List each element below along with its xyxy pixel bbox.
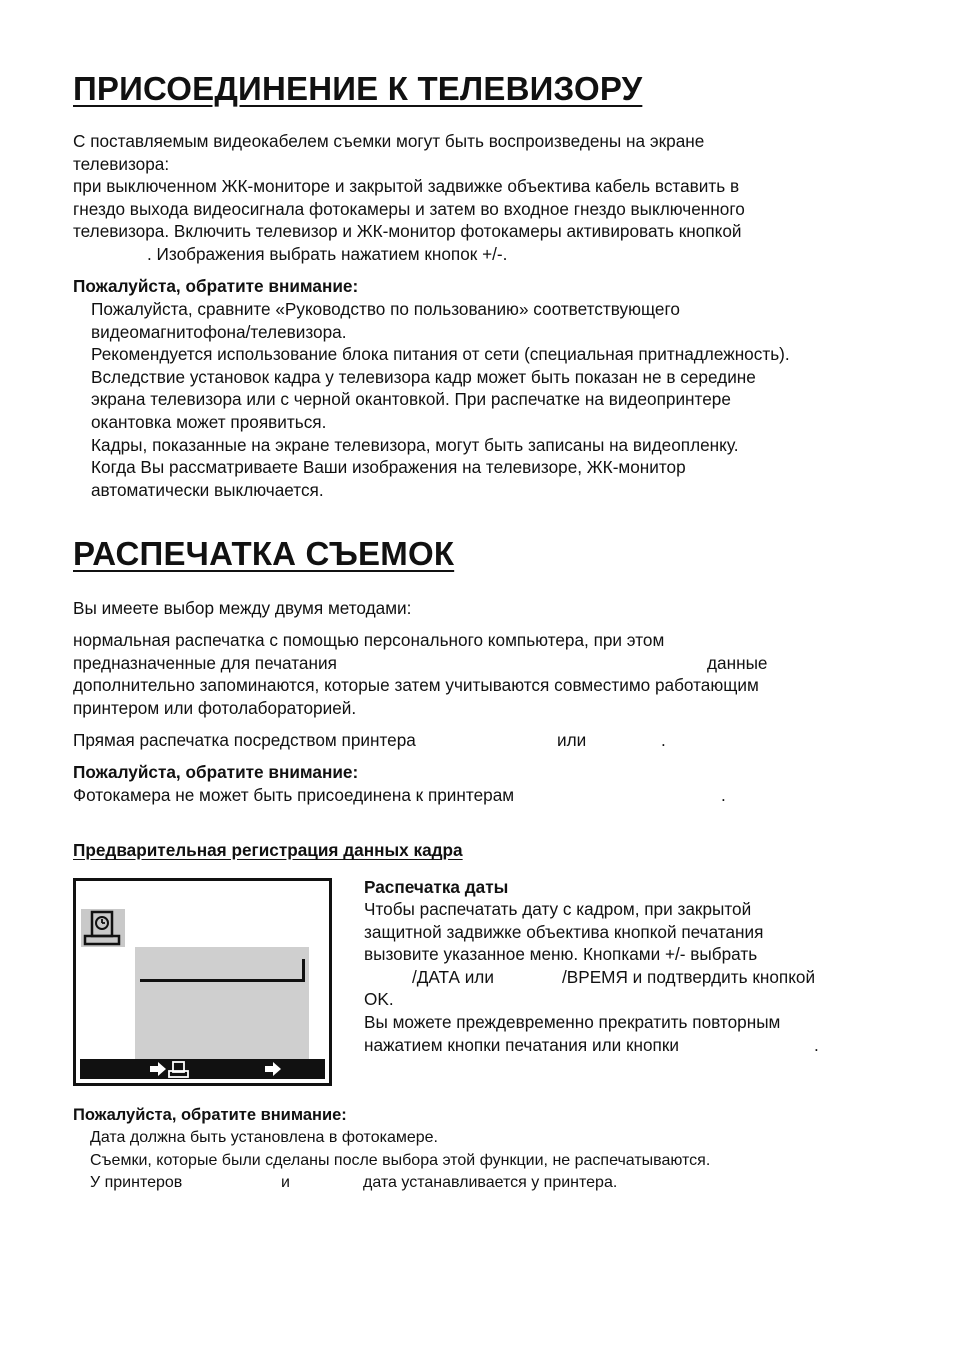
text-line: Вследствие установок кадра у телевизора кадр может быть показан не в середине: [91, 366, 756, 387]
text-line: [364, 966, 924, 989]
text-fragment: .: [721, 785, 726, 805]
note-title: Пожалуйста, обратите внимание:: [73, 1106, 347, 1124]
text-fragment: Фотокамера не может быть присоединена к принтерам: [73, 785, 515, 805]
text-line: Чтобы распечатать дату с кадром, при закрытой: [364, 899, 752, 919]
text-fragment: У принтеров: [90, 1174, 183, 1191]
text-fragment: или: [557, 730, 587, 750]
lcd-menu-illustration: [73, 878, 332, 1086]
text-fragment: нажатием кнопки печатания или кнопки: [364, 1034, 679, 1055]
text-line: Съемки, которые были сделаны после выбора этой функции, не распечатываются.: [90, 1151, 711, 1169]
text-fragment: .: [661, 730, 666, 750]
text-line: OK.: [364, 989, 394, 1010]
text-line: Когда Вы рассматриваете Ваши изображения на телевизоре, ЖК-монитор: [91, 457, 686, 478]
print-date-text: [364, 898, 924, 1056]
date-notes: [90, 1127, 890, 1195]
text-fragment: Прямая распечатка посредством принтера: [73, 730, 416, 750]
text-fragment: данные: [707, 652, 768, 673]
text-fragment: /ВРЕМЯ и подтвердить кнопкой: [562, 966, 816, 987]
text-line: телевизора:: [73, 153, 170, 174]
print-date-icon: [81, 909, 125, 947]
subsection-title: Предварительная регистрация данных кадра: [73, 840, 463, 860]
text-line: Вы можете преждевременно прекратить повторным: [364, 1011, 781, 1032]
text-line: гнездо выхода видеосигнала фотокамеры и затем во входное гнездо выключенного: [73, 198, 745, 219]
text-line: видеомагнитофона/телевизора.: [91, 321, 347, 342]
choice-text: Вы имеете выбор между двумя методами:: [73, 598, 412, 618]
text-fragment: предназначенные для печатания: [73, 652, 337, 673]
text-line: телевизора. Включить телевизор и ЖК-монитор фотокамеры активировать кнопкой: [73, 221, 742, 242]
text-line: дополнительно запоминаются, которые затем учитываются совместимо работающим: [73, 675, 759, 696]
note-title: Пожалуйста, обратите внимание:: [73, 276, 359, 296]
text-line: окантовка может проявиться.: [91, 411, 327, 432]
text-line: вызовите указанное меню. Кнопками +/- выбрать: [364, 944, 758, 965]
tv-intro: [73, 130, 745, 266]
text-line: Кадры, показанные на экране телевизора, могут быть записаны на видеопленку.: [91, 434, 739, 455]
print-date-title: Распечатка даты: [364, 877, 509, 897]
text-fragment: /ДАТА или: [412, 966, 494, 987]
arrow-right-icon: [265, 1062, 281, 1076]
text-line: Рекомендуется использование блока питания от сети (специальная притнадлежность).: [91, 344, 790, 365]
lcd-footer-bar: [80, 1059, 325, 1079]
text-line: принтером или фотолабораторией.: [73, 697, 357, 718]
text-line: С поставляемым видеокабелем съемки могут быть воспроизведены на экране: [73, 131, 705, 151]
section-title-tv: ПРИСОЕДИНЕНИЕ К ТЕЛЕВИЗОРУ: [73, 70, 643, 107]
text-line: защитной задвижке объектива кнопкой печатания: [364, 921, 764, 942]
text-line: . Изображения выбрать нажатием кнопок +/-.: [147, 243, 508, 264]
text-fragment: и: [281, 1174, 290, 1191]
text-line: [90, 1172, 890, 1195]
note-title: Пожалуйста, обратите внимание:: [73, 762, 359, 782]
method-2: [73, 729, 873, 752]
text-line: [364, 1034, 924, 1057]
lcd-selected-row: [140, 959, 305, 982]
text-line: автоматически выключается.: [91, 479, 324, 500]
printer-icon: [169, 1062, 188, 1077]
printer-note: [73, 784, 873, 807]
text-line: Пожалуйста, сравните «Руководство по пользованию» соответствующего: [91, 299, 680, 319]
text-line: при выключенном ЖК-мониторе и закрытой задвижке объектива кабель вставить в: [73, 176, 740, 197]
text-line: [73, 652, 933, 675]
text-fragment: .: [814, 1034, 819, 1055]
text-line: Дата должна быть установлена в фотокамере.: [90, 1129, 438, 1146]
text-line: экрана телевизора или с черной окантовкой. При распечатке на видеопринтере: [91, 389, 731, 410]
text-fragment: дата устанавливается у принтера.: [363, 1174, 618, 1191]
text-line: нормальная распечатка с помощью персонального компьютера, при этом: [73, 630, 665, 650]
method-1: [73, 629, 933, 719]
tv-notes: [91, 298, 790, 501]
section-title-print: РАСПЕЧАТКА СЪЕМОК: [73, 535, 455, 572]
arrow-right-icon: [150, 1062, 166, 1076]
